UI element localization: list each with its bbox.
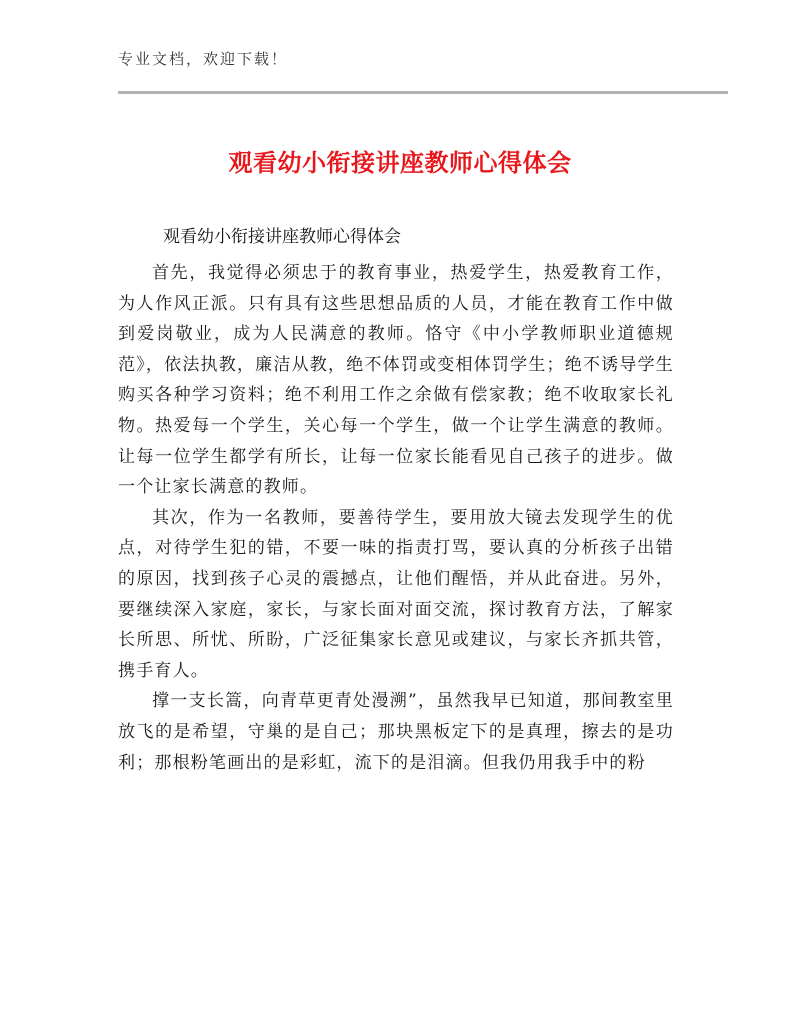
header-divider bbox=[118, 91, 728, 94]
paragraph-2: 其次，作为一名教师，要善待学生，要用放大镜去发现学生的优点，对待学生犯的错，不要一味的指责打骂，要认真的分析孩子出错的原因，找到孩子心灵的震撼点，让他们醒悟，并从此奋进。另外，要继续深入家庭，家长，与家长面对面交流，探讨教育方法，了解家长所思、所忧、所盼，广泛征集家长意见或建议，与家长齐抓共管，携手育人。 bbox=[118, 507, 674, 681]
document-body bbox=[118, 258, 674, 778]
paragraph-1: 首先，我觉得必须忠于的教育事业，热爱学生，热爱教育工作，为人作风正派。只有具有这些思想品质的人员，才能在教育工作中做到爱岗敬业，成为人民满意的教师。恪守《中小学教师职业道德规范》，依法执教，廉洁从教，绝不体罚或变相体罚学生；绝不诱导学生购买各种学习资料；绝不利用工作之余做有偿家教；绝不收取家长礼物。热爱每一个学生，关心每一个学生，做一个让学生满意的教师。让每一位学生都学有所长，让每一位家长能看见自己孩子的进步。做一个让家长满意的教师。 bbox=[118, 263, 674, 498]
header-note: 专业文档，欢迎下载！ bbox=[118, 50, 289, 68]
paragraph-3: 撑一支长篙，向青草更青处漫溯”，虽然我早已知道，那间教室里放飞的是希望，守巢的是自己；那块黑板定下的是真理，擦去的是功利；那根粉笔画出的是彩虹，流下的是泪滴。但我仍用我手中的粉 bbox=[118, 691, 674, 773]
document-subtitle: 观看幼小衔接讲座教师心得体会 bbox=[163, 227, 401, 247]
document-title: 观看幼小衔接讲座教师心得体会 bbox=[228, 149, 572, 177]
